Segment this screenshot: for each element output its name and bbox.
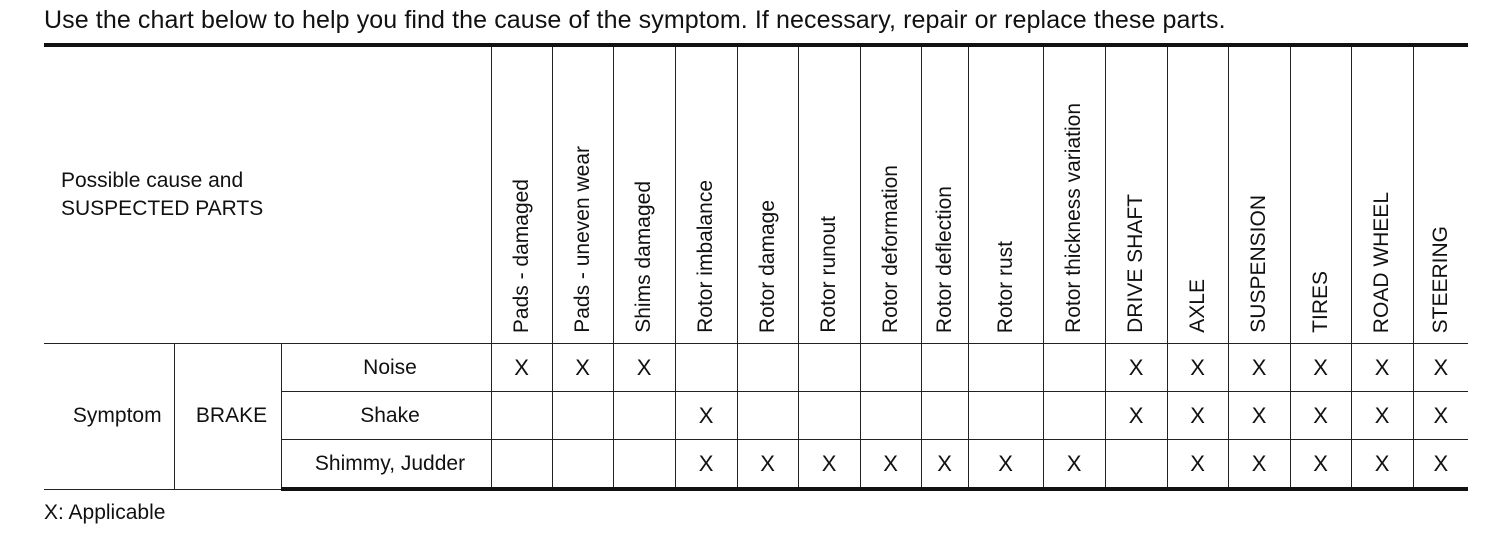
col-label: SUSPENSION <box>1247 195 1271 333</box>
mark-cell: X <box>1290 392 1351 440</box>
mark-cell: X <box>1351 344 1413 392</box>
col-label: TIRES <box>1308 271 1332 333</box>
col-label: Rotor rust <box>993 240 1017 333</box>
intro-text: Use the chart below to help you find the cause of the symptom. If necessary, repair or replace these parts. <box>44 6 1226 34</box>
col-label: Pads - uneven wear <box>570 146 594 333</box>
mark-cell: X <box>1105 392 1167 440</box>
mark-cell <box>613 392 675 440</box>
col-header-rotor-runout <box>798 45 860 344</box>
col-header-axle <box>1167 45 1228 344</box>
col-label: Rotor damage <box>755 199 779 333</box>
mark-cell: X <box>1413 440 1468 490</box>
mark-cell <box>737 392 798 440</box>
corner-line-2: SUSPECTED PARTS <box>61 197 264 220</box>
mark-cell: X <box>552 344 613 392</box>
mark-cell: X <box>675 392 737 440</box>
col-header-pads-damaged <box>491 45 552 344</box>
row-subcategory: BRAKE <box>174 344 281 490</box>
symptom-label: Shimmy, Judder <box>281 440 491 490</box>
table-row <box>44 344 1468 392</box>
mark-cell <box>1105 440 1167 490</box>
mark-cell <box>737 344 798 392</box>
col-header-drive-shaft <box>1105 45 1167 344</box>
col-label: Rotor deformation <box>878 164 902 333</box>
col-header-rotor-rust <box>968 45 1043 344</box>
col-header-rotor-imbalance <box>675 45 737 344</box>
corner-header <box>44 45 491 344</box>
mark-cell <box>921 344 968 392</box>
corner-line-1: Possible cause and <box>61 169 244 192</box>
mark-cell <box>798 392 860 440</box>
symptom-label: Noise <box>281 344 491 392</box>
col-label: Rotor runout <box>817 216 841 333</box>
col-label: Rotor deflection <box>932 185 956 333</box>
mark-cell: X <box>798 440 860 490</box>
mark-cell: X <box>737 440 798 490</box>
mark-cell <box>675 344 737 392</box>
col-header-road-wheel <box>1351 45 1413 344</box>
col-header-tires <box>1290 45 1351 344</box>
mark-cell <box>552 440 613 490</box>
mark-cell <box>552 392 613 440</box>
mark-cell: X <box>1290 440 1351 490</box>
col-label: Rotor thickness variation <box>1062 103 1086 333</box>
mark-cell: X <box>1351 440 1413 490</box>
symptom-label: Shake <box>281 392 491 440</box>
mark-cell <box>613 440 675 490</box>
col-label: Pads - damaged <box>509 178 533 333</box>
mark-cell: X <box>613 344 675 392</box>
mark-cell <box>1043 344 1105 392</box>
col-label: DRIVE SHAFT <box>1124 194 1148 333</box>
mark-cell: X <box>1167 440 1228 490</box>
col-header-shims-damaged <box>613 45 675 344</box>
col-header-rotor-thickness-variation <box>1043 45 1105 344</box>
mark-cell: X <box>1351 392 1413 440</box>
footnote: X: Applicable <box>44 501 166 524</box>
mark-cell: X <box>1228 440 1290 490</box>
mark-cell: X <box>1413 392 1468 440</box>
header-row <box>44 45 1468 344</box>
mark-cell: X <box>1228 344 1290 392</box>
mark-cell <box>491 440 552 490</box>
row-category: Symptom <box>44 344 174 490</box>
col-header-pads-uneven-wear <box>552 45 613 344</box>
col-label: ROAD WHEEL <box>1370 191 1394 333</box>
col-header-rotor-deflection <box>921 45 968 344</box>
mark-cell: X <box>1167 392 1228 440</box>
mark-cell: X <box>491 344 552 392</box>
mark-cell <box>491 392 552 440</box>
diagnosis-chart <box>44 43 1468 491</box>
col-header-rotor-deformation <box>860 45 921 344</box>
mark-cell <box>968 344 1043 392</box>
col-label: AXLE <box>1185 279 1209 333</box>
col-header-steering <box>1413 45 1468 344</box>
col-header-rotor-damage <box>737 45 798 344</box>
mark-cell: X <box>1413 344 1468 392</box>
col-label: Rotor imbalance <box>694 180 718 333</box>
col-label: Shims damaged <box>632 181 656 333</box>
mark-cell: X <box>860 440 921 490</box>
mark-cell: X <box>675 440 737 490</box>
mark-cell: X <box>1290 344 1351 392</box>
mark-cell <box>968 392 1043 440</box>
mark-cell <box>921 392 968 440</box>
mark-cell: X <box>1105 344 1167 392</box>
col-header-suspension <box>1228 45 1290 344</box>
mark-cell <box>1043 392 1105 440</box>
mark-cell: X <box>968 440 1043 490</box>
mark-cell: X <box>1228 392 1290 440</box>
mark-cell: X <box>1043 440 1105 490</box>
mark-cell: X <box>1167 344 1228 392</box>
col-label: STEERING <box>1428 225 1452 333</box>
mark-cell: X <box>921 440 968 490</box>
mark-cell <box>798 344 860 392</box>
mark-cell <box>860 344 921 392</box>
mark-cell <box>860 392 921 440</box>
